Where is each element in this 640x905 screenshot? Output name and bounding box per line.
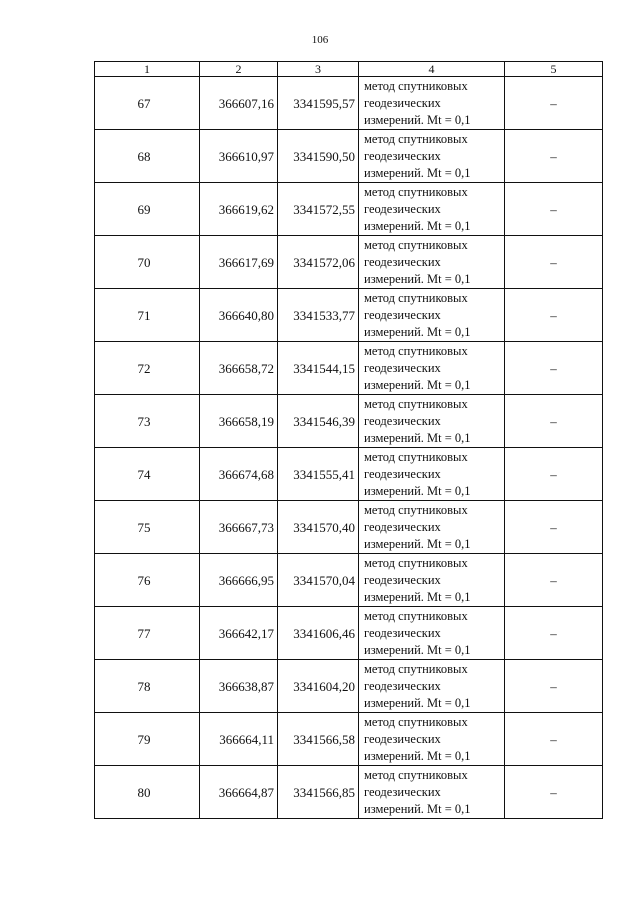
note-cell: – [505, 713, 603, 766]
x-coordinate-cell: 366642,17 [200, 607, 278, 660]
method-cell [359, 395, 505, 448]
x-coordinate-cell: 366658,19 [200, 395, 278, 448]
method-cell [359, 713, 505, 766]
table-row [95, 183, 603, 236]
table-header-row [95, 62, 603, 77]
table-row [95, 448, 603, 501]
table-row [95, 554, 603, 607]
method-text-line: метод спутниковых [364, 714, 468, 729]
y-coordinate-cell: 3341544,15 [278, 342, 359, 395]
method-text-line: метод спутниковых [364, 396, 468, 411]
method-text-line: геодезических [364, 625, 441, 640]
method-text-line: метод спутниковых [364, 767, 468, 782]
point-number-cell: 77 [95, 607, 200, 660]
point-number-cell: 71 [95, 289, 200, 342]
method-text-line: измерений. Mt = 0,1 [364, 695, 471, 710]
method-text-line: метод спутниковых [364, 661, 468, 676]
note-cell: – [505, 342, 603, 395]
method-text-line: измерений. Mt = 0,1 [364, 483, 471, 498]
page-number: 106 [311, 34, 329, 46]
point-number-cell: 75 [95, 501, 200, 554]
x-coordinate-cell: 366607,16 [200, 77, 278, 130]
x-coordinate-cell: 366664,87 [200, 766, 278, 819]
note-cell: – [505, 183, 603, 236]
method-cell [359, 183, 505, 236]
method-text-line: измерений. Mt = 0,1 [364, 218, 471, 233]
table-row [95, 236, 603, 289]
method-text-line: геодезических [364, 678, 441, 693]
method-text-line: геодезических [364, 254, 441, 269]
y-coordinate-cell: 3341572,06 [278, 236, 359, 289]
header-col-2: 2 [200, 62, 278, 77]
y-coordinate-cell: 3341590,50 [278, 130, 359, 183]
note-cell: – [505, 501, 603, 554]
method-text-line: метод спутниковых [364, 78, 468, 93]
method-text-line: метод спутниковых [364, 608, 468, 623]
x-coordinate-cell: 366674,68 [200, 448, 278, 501]
method-cell [359, 130, 505, 183]
method-text-line: измерений. Mt = 0,1 [364, 112, 471, 127]
method-text-line: геодезических [364, 519, 441, 534]
method-cell [359, 554, 505, 607]
note-cell: – [505, 766, 603, 819]
method-cell [359, 766, 505, 819]
table-row [95, 130, 603, 183]
method-text-line: измерений. Mt = 0,1 [364, 589, 471, 604]
y-coordinate-cell: 3341566,58 [278, 713, 359, 766]
method-text-line: геодезических [364, 572, 441, 587]
method-text-line: измерений. Mt = 0,1 [364, 748, 471, 763]
method-text-line: измерений. Mt = 0,1 [364, 324, 471, 339]
method-cell [359, 607, 505, 660]
method-text-line: геодезических [364, 307, 441, 322]
header-col-5: 5 [505, 62, 603, 77]
point-number-cell: 69 [95, 183, 200, 236]
x-coordinate-cell: 366667,73 [200, 501, 278, 554]
note-cell: – [505, 448, 603, 501]
method-text-line: измерений. Mt = 0,1 [364, 801, 471, 816]
y-coordinate-cell: 3341555,41 [278, 448, 359, 501]
coordinates-table [94, 61, 603, 819]
note-cell: – [505, 607, 603, 660]
table-body [95, 77, 603, 819]
method-text-line: геодезических [364, 413, 441, 428]
y-coordinate-cell: 3341546,39 [278, 395, 359, 448]
table-row [95, 501, 603, 554]
method-cell [359, 289, 505, 342]
y-coordinate-cell: 3341606,46 [278, 607, 359, 660]
point-number-cell: 72 [95, 342, 200, 395]
table-row [95, 660, 603, 713]
note-cell: – [505, 130, 603, 183]
y-coordinate-cell: 3341570,04 [278, 554, 359, 607]
header-col-3: 3 [278, 62, 359, 77]
point-number-cell: 68 [95, 130, 200, 183]
method-text-line: измерений. Mt = 0,1 [364, 165, 471, 180]
method-text-line: геодезических [364, 148, 441, 163]
method-cell [359, 77, 505, 130]
note-cell: – [505, 77, 603, 130]
header-col-1: 1 [95, 62, 200, 77]
method-cell [359, 236, 505, 289]
method-text-line: метод спутниковых [364, 502, 468, 517]
y-coordinate-cell: 3341604,20 [278, 660, 359, 713]
method-text-line: метод спутниковых [364, 184, 468, 199]
x-coordinate-cell: 366664,11 [200, 713, 278, 766]
method-text-line: измерений. Mt = 0,1 [364, 377, 471, 392]
note-cell: – [505, 289, 603, 342]
method-text-line: метод спутниковых [364, 449, 468, 464]
method-cell [359, 448, 505, 501]
point-number-cell: 78 [95, 660, 200, 713]
method-cell [359, 660, 505, 713]
table-row [95, 77, 603, 130]
header-col-4: 4 [359, 62, 505, 77]
x-coordinate-cell: 366610,97 [200, 130, 278, 183]
point-number-cell: 70 [95, 236, 200, 289]
x-coordinate-cell: 366638,87 [200, 660, 278, 713]
y-coordinate-cell: 3341533,77 [278, 289, 359, 342]
x-coordinate-cell: 366666,95 [200, 554, 278, 607]
method-text-line: метод спутниковых [364, 343, 468, 358]
y-coordinate-cell: 3341595,57 [278, 77, 359, 130]
method-text-line: геодезических [364, 360, 441, 375]
x-coordinate-cell: 366658,72 [200, 342, 278, 395]
note-cell: – [505, 660, 603, 713]
point-number-cell: 67 [95, 77, 200, 130]
note-cell: – [505, 236, 603, 289]
method-text-line: метод спутниковых [364, 555, 468, 570]
note-cell: – [505, 554, 603, 607]
method-text-line: геодезических [364, 201, 441, 216]
point-number-cell: 74 [95, 448, 200, 501]
table-row [95, 395, 603, 448]
table-row [95, 713, 603, 766]
method-text-line: геодезических [364, 731, 441, 746]
point-number-cell: 79 [95, 713, 200, 766]
method-text-line: измерений. Mt = 0,1 [364, 536, 471, 551]
table-row [95, 289, 603, 342]
y-coordinate-cell: 3341572,55 [278, 183, 359, 236]
method-text-line: измерений. Mt = 0,1 [364, 271, 471, 286]
x-coordinate-cell: 366617,69 [200, 236, 278, 289]
method-text-line: метод спутниковых [364, 290, 468, 305]
table-row [95, 766, 603, 819]
y-coordinate-cell: 3341566,85 [278, 766, 359, 819]
method-text-line: метод спутниковых [364, 237, 468, 252]
method-text-line: измерений. Mt = 0,1 [364, 430, 471, 445]
x-coordinate-cell: 366619,62 [200, 183, 278, 236]
point-number-cell: 73 [95, 395, 200, 448]
table-row [95, 342, 603, 395]
method-text-line: геодезических [364, 95, 441, 110]
method-cell [359, 342, 505, 395]
method-text-line: метод спутниковых [364, 131, 468, 146]
method-cell [359, 501, 505, 554]
method-text-line: геодезических [364, 466, 441, 481]
x-coordinate-cell: 366640,80 [200, 289, 278, 342]
method-text-line: геодезических [364, 784, 441, 799]
point-number-cell: 76 [95, 554, 200, 607]
point-number-cell: 80 [95, 766, 200, 819]
note-cell: – [505, 395, 603, 448]
table-row [95, 607, 603, 660]
y-coordinate-cell: 3341570,40 [278, 501, 359, 554]
method-text-line: измерений. Mt = 0,1 [364, 642, 471, 657]
